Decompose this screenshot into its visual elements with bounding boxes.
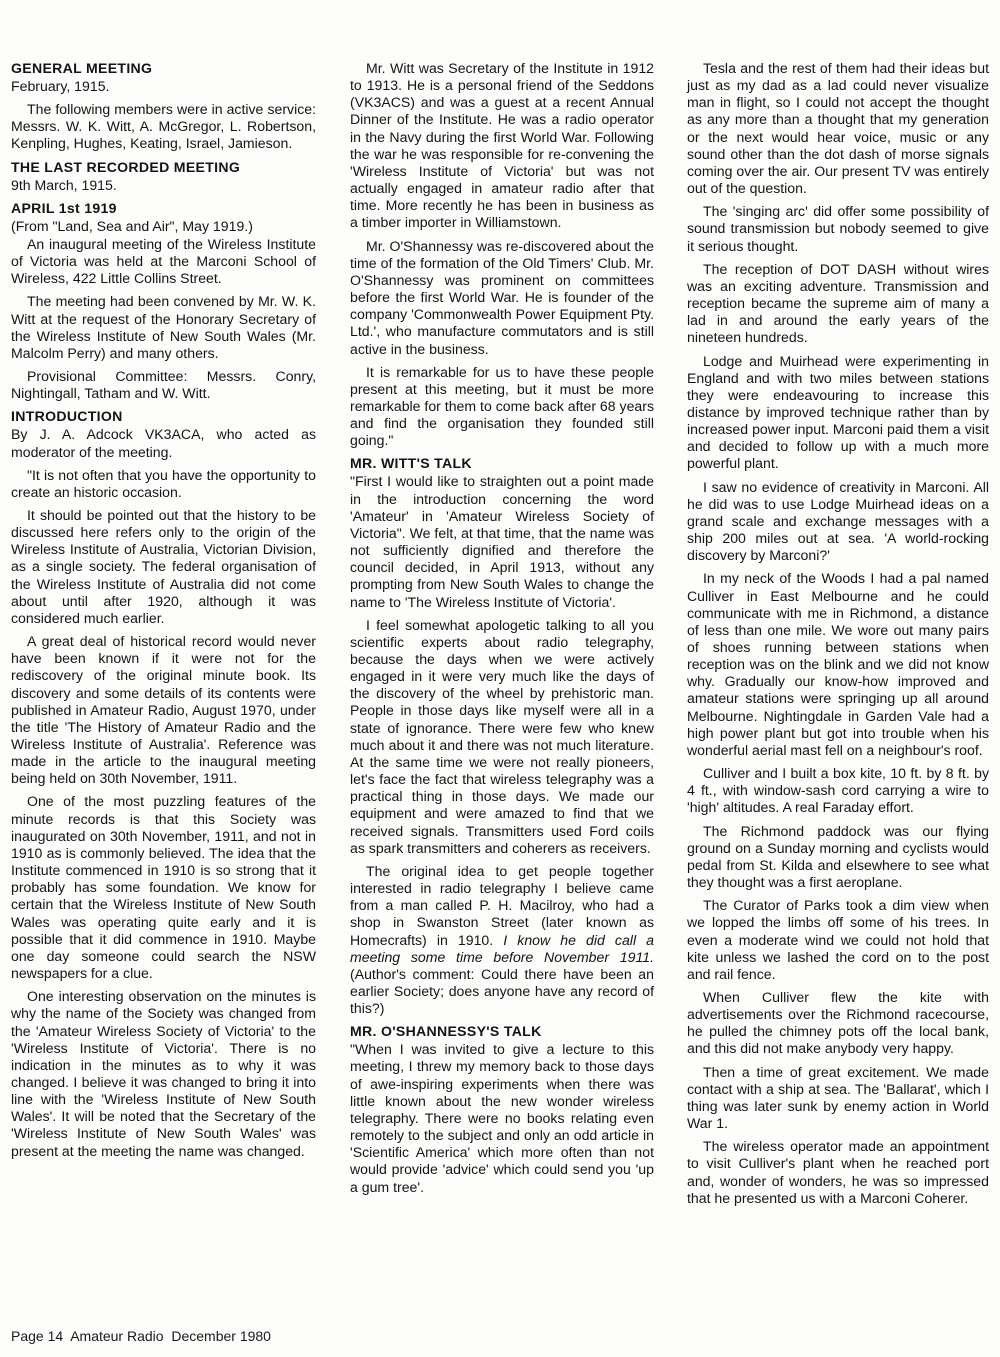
- heading-witt-talk: MR. WITT'S TALK: [350, 455, 472, 472]
- footer-page-number: Page 14: [11, 1328, 64, 1344]
- general-meeting-date: February, 1915.: [11, 78, 110, 94]
- paragraph-excitement: Then a time of great excitement. We made contact with a ship at sea. The 'Ballarat', which I thing was later sunk by enemy action in World War 1.: [687, 1063, 989, 1132]
- paragraph-singing-arc: The 'singing arc' did offer some possibility of sound transmission but nobody seemed to give it serious thought.: [687, 203, 989, 254]
- paragraph-tesla: Tesla and the rest of them had their ideas but just as my dad as a lad could never visualize man in flight, so I could not accept the thought as any more than a thought that my generation or the next would hear voice, music or any sound other than the dot dash of morse signals coming over the air. Our present TV was entirely out of the question.: [687, 60, 989, 197]
- paragraph-curator: The Curator of Parks took a dim view when we lopped the limbs off some of his trees. In even a moderate wind we could not hold that kite unless we lashed the cord on to the post and rail fence.: [687, 897, 989, 982]
- heading-last-recorded-meeting: THE LAST RECORDED MEETING: [11, 158, 241, 175]
- heading-introduction: INTRODUCTION: [11, 408, 123, 425]
- last-meeting-date: 9th March, 1915.: [11, 176, 117, 193]
- paragraph-active-service: The following members were in active service: Messrs. W. K. Witt, A. McGregor, L. Robertson, Kenpling, Hughes, Keating, Israel, Jamieson.: [11, 101, 316, 152]
- paragraph-history: It should be pointed out that the history to be discussed here refers only to the origin of the Wireless Institute of Australia, Victorian Division, as a single society. The federal organisation of the Wireless Institute of Australia did not come about until after 1920, although it was considered much earlier.: [11, 506, 316, 626]
- paragraph-richmond-paddock: The Richmond paddock was our flying ground on a Sunday morning and cyclists would pedal from St. Kilda and elsewhere to see what they thought was a first aeroplane.: [687, 822, 989, 891]
- column-2: [350, 60, 654, 1202]
- footer-publication: Amateur Radio: [70, 1328, 164, 1344]
- paragraph-not-often: "It is not often that you have the opportunity to create an historic occasion.: [11, 466, 316, 500]
- paragraph-creativity: I saw no evidence of creativity in Marconi. All he did was to use Lodge Muirhead ideas on a grand scale and exchange messages with a ship 200 miles out at sea. 'A world-rocking discovery by Marconi?': [687, 478, 989, 564]
- page-footer: [11, 1328, 271, 1345]
- original-idea-comment: (Author's comment: Could there have been an earlier Society; does anyone have any record of this?): [350, 965, 654, 1017]
- heading-general-meeting: GENERAL MEETING: [11, 60, 153, 76]
- paragraph-oshannessy-rediscovered: Mr. O'Shannessy was re-discovered about the time of the formation of the Old Timers' Club. Mr. O'Shannessy was prominent on committees before the first World War. He is founder of the company 'Commonwealth Power Equipment Pty. Ltd.', who manufacture commutators and is still active in the business.: [350, 237, 655, 357]
- original-idea-text: The original idea to get people together interested in radio telegraphy I believe came from a man called P. H. Macilroy, who had a shop in Swanston Street (later known as Homecrafts) in 1910.: [350, 862, 654, 948]
- paragraph-puzzling-features: One of the most puzzling features of the minute records is that this Society was inaugurated on 30th November, 1911, and not in 1910 as is commonly believed. The idea that the Institute commenced in 1910 is so strong that it probably has some foundation. We know for certain that the Wireless Institute of New South Wales was operating quite early and it is possible that it did commence in 1910. Maybe one day someone could search the NSW newspapers for a clue.: [11, 793, 316, 982]
- paragraph-reception: The reception of DOT DASH without wires was an exciting adventure. Transmission and reception became the supreme aim of many a lad in and around the early years of the nineteen hundreds.: [687, 260, 989, 346]
- introduction-byline: By J. A. Adcock VK3ACA, who acted as moderator of the meeting.: [11, 426, 316, 460]
- paragraph-kite-flew: When Culliver flew the kite with advertisements over the Richmond racecourse, he pulled the chimney pots off the local bank, and this did not make anybody very happy.: [687, 988, 989, 1057]
- paragraph-box-kite: Culliver and I built a box kite, 10 ft. by 8 ft. by 4 ft., with window-sash cord carrying a wire to 'high' altitudes. A real Faraday effort.: [687, 765, 989, 816]
- april-source: (From "Land, Sea and Air", May 1919.): [11, 217, 253, 234]
- paragraph-convened: The meeting had been convened by Mr. W. K. Witt at the request of the Honorary Secretary of the Wireless Institute of New South Wales (Mr. Malcolm Perry) and many others.: [11, 293, 316, 361]
- paragraph-invited: "When I was invited to give a lecture to this meeting, I threw my memory back to those days of awe-inspiring experiments when there was little known about the new wonder wireless telegraphy. There were no books relating even remotely to the subject and only an odd article in 'Scientific America' which more often than not would provide 'advice' which could send you 'up a gum tree'.: [350, 1041, 654, 1195]
- paragraph-lodge-muirhead: Lodge and Muirhead were experimenting in England and with two miles between stations they were endeavouring to increase this distance by improved technique rather than by increased power input. Marconi paid them a visit and decided to follow up with a much more powerful plant.: [687, 352, 989, 472]
- heading-oshannessy-talk: MR. O'SHANNESSY'S TALK: [350, 1023, 542, 1040]
- paragraph-witt-secretary: Mr. Witt was Secretary of the Institute in 1912 to 1913. He is a personal friend of the Seddons (VK3ACS) and was a guest at a recent Annual Dinner of the Institute. He was a radio operator in the Navy during the first World War. Following the war he was responsible for re-convening the 'Wireless Institute of Victoria' but was not actually engaged in amateur radio after that time. More recently he has been in business as a timber importer in Williamstown.: [350, 60, 654, 231]
- paragraph-neck-of-woods: In my neck of the Woods I had a pal named Culliver in East Melbourne and he could communicate with me in Richmond, a distance of less than one mile. We wore out many pairs of shoes running between stations when reception was on the blink and we did not know why. Gradually our know-how improved and amateur stations were springing up all around Melbourne. Nightingdale in Garden Vale had a high power plant but got into trouble when his wonderful aerial mast fell on a neighbour's roof.: [687, 570, 989, 758]
- paragraph-remarkable: It is remarkable for us to have these people present at this meeting, but it must be more remarkable for them to come back after 68 years and find the organisation they founded still going.": [350, 363, 654, 449]
- paragraph-inaugural: An inaugural meeting of the Wireless Institute of Victoria was held at the Marconi School of Wireless, 422 Little Collins Street.: [11, 235, 316, 287]
- paragraph-name-change: One interesting observation on the minutes is why the name of the Society was changed from the 'Amateur Wireless Society of Victoria' to the 'Wireless Institute of Victoria'. There is no indication in the minutes as to why it was changed. I believe it was changed to bring it into line with the 'Wireless Institute of New South Wales'. It will be noted that the Secretary of the 'Wireless Institute of New South Wales' was present at the meeting the name was changed.: [11, 988, 316, 1159]
- paragraph-provisional-committee: Provisional Committee: Messrs. Conry, Nightingall, Tatham and W. Witt.: [11, 368, 316, 402]
- column-1: [11, 60, 316, 1166]
- column-3: [687, 60, 989, 1213]
- paragraph-first: "First I would like to straighten out a point made in the introduction concerning the word 'Amateur' in 'Amateur Wireless Society of Victoria". We felt, at that time, that the name was not sufficiently dignified and therefore the council decided, in April 1913, without any prompting from New South Wales to change the name to 'The Wireless Institute of Victoria'.: [350, 473, 654, 610]
- original-idea-italic: I know he did call a meeting some time before November 1911.: [350, 931, 655, 965]
- paragraph-apologetic: I feel somewhat apologetic talking to all you scientific experts about radio telegraphy, because the days when we were actively engaged in it were very much like the days of the discovery of the wheel by prehistoric man. People in those days like myself were all in a state of ignorance. There were few who knew much about it and there was not much literature. At the same time we were not really pioneers, let's face the fact that wireless telegraphy was a practical thing in those days. We made our equipment and were amazed to find that we received signals. Transmitters used Ford coils as spark transmitters and coherers as receivers.: [350, 616, 654, 856]
- heading-april-1919: APRIL 1st 1919: [11, 199, 117, 216]
- paragraph-original-idea: [350, 863, 654, 1017]
- paragraph-historical-record: A great deal of historical record would never have been known if it were not for the rediscovery of the original minute book. Its discovery and some details of its contents were published in Amateur Radio, August 1970, under the title 'The History of Amateur Radio and the Wireless Institute of Australia'. Reference was made in the article to the inaugural meeting being held on 30th November, 1911.: [11, 633, 316, 787]
- footer-date: December 1980: [171, 1328, 271, 1344]
- paragraph-wireless-operator: The wireless operator made an appointment to visit Culliver's plant when he reached port and, wonder of wonders, he was so impressed that he presented us with a Marconi Coherer.: [687, 1138, 989, 1206]
